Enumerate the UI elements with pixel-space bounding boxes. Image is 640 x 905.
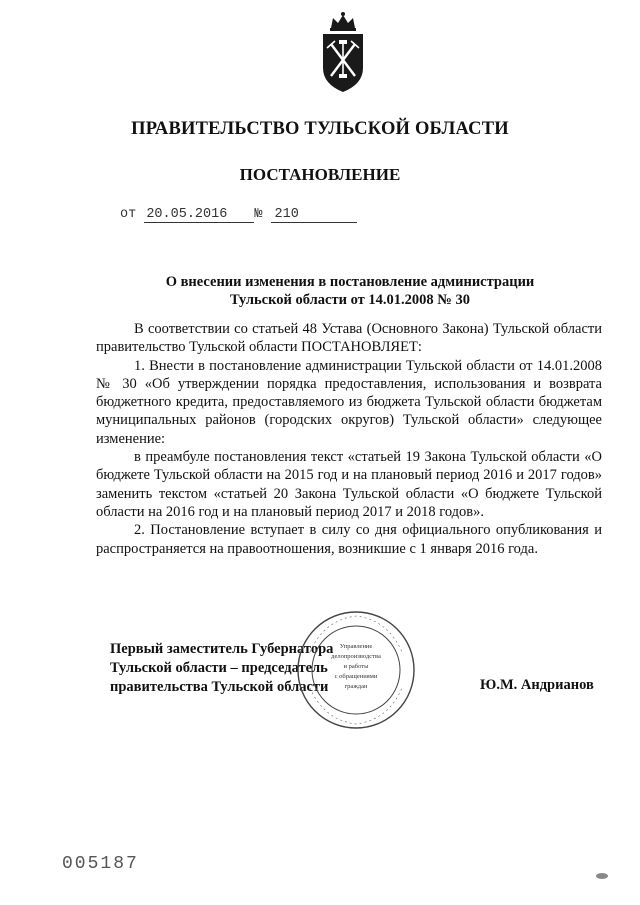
- document-subject: [60, 273, 640, 309]
- scan-mark: [596, 873, 608, 879]
- subject-line-1: О внесении изменения в постановление администрации: [165, 274, 535, 290]
- organization-title: ПРАВИТЕЛЬСТВО ТУЛЬСКОЙ ОБЛАСТИ: [131, 119, 509, 139]
- body-paragraph-1: В соответствии со статьей 48 Устава (Основного Закона) Тульской области правительство Тульской области ПОСТАНОВЛЯЕТ:: [96, 321, 602, 356]
- stamp-line-5: граждан: [344, 683, 368, 690]
- date-prefix: от: [120, 207, 137, 222]
- body-paragraph-2: 1. Внести в постановление администрации Тульской области от 14.01.2008 № 30 «Об утверждении порядка предоставления, использования и возврата бюджетного кредита, предоставляемого из бюджета Тульской области бюджетам муниципальных районов (городских округов) Тульской области» следующее изменение:: [96, 357, 602, 447]
- stamp-line-2: делопроизводства: [331, 653, 381, 660]
- signer-name: Ю.М. Андрианов: [480, 677, 594, 693]
- signer-title-line-3: правительства Тульской области: [110, 679, 329, 695]
- stamp-line-3: и работы: [343, 663, 369, 670]
- document-serial-number: 005187: [62, 854, 139, 874]
- body-paragraph-4: 2. Постановление вступает в силу со дня официального опубликования и распространяется на правоотношения, возникшие с 1 января 2016 года.: [96, 522, 602, 557]
- official-stamp: [290, 608, 422, 732]
- stamp-line-1: Управление: [339, 643, 373, 650]
- document-body: [96, 320, 602, 558]
- document-number: 210: [271, 208, 357, 223]
- subject-line-2: Тульской области от 14.01.2008 № 30: [230, 292, 470, 308]
- stamp-line-4: с обращениями: [334, 673, 378, 680]
- body-paragraph-3: в преамбуле постановления текст «статьей 19 Закона Тульской области «О бюджете Тульской области на 2015 год и на плановый период 2016 и 2017 годов» заменить текстом «статьей 20 Закона Тульской области «О бюджете Тульской области на 2016 год и на плановый период 2017 и 2018 годов».: [96, 449, 602, 520]
- document-type: ПОСТАНОВЛЕНИЕ: [239, 165, 401, 184]
- signer-title-line-2: Тульской области – председатель: [110, 660, 328, 676]
- document-date: 20.05.2016: [144, 208, 254, 223]
- coat-of-arms-emblem: [317, 10, 369, 96]
- signer-title-line-1: Первый заместитель Губернатора: [110, 641, 334, 657]
- number-prefix: №: [254, 207, 263, 222]
- document-date-number: [120, 207, 357, 223]
